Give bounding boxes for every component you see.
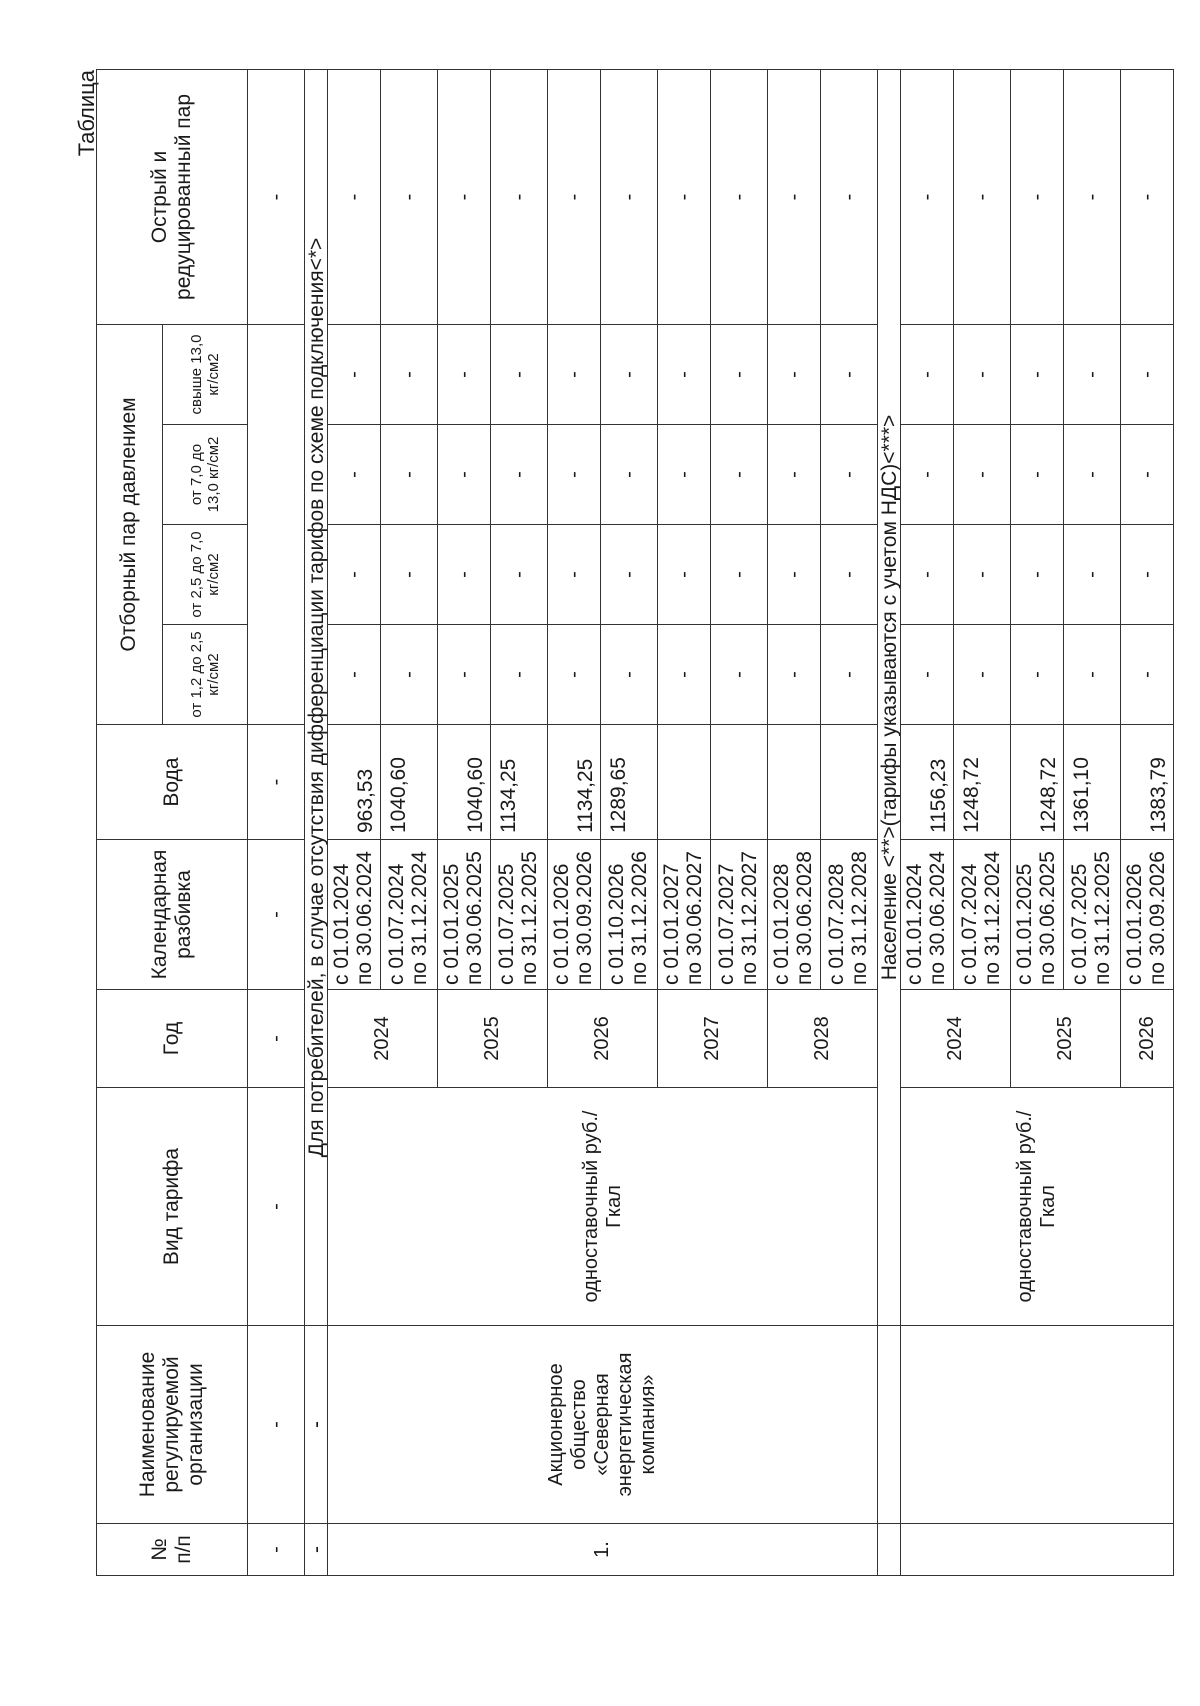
period-cell: [1064, 840, 1121, 990]
dash-cell: -: [711, 69, 768, 324]
year-cell: 2024: [901, 990, 1011, 1088]
dash-row: [248, 69, 305, 1575]
period-to: по 30.09.2026: [573, 851, 596, 985]
dash-cell: -: [601, 525, 658, 625]
dash-cell: -: [248, 840, 305, 990]
dash-cell: -: [491, 69, 548, 324]
dash-cell: -: [768, 69, 821, 324]
water-value: 1156,23: [901, 725, 954, 840]
header-pressure-4: свыше 13,0 кг/см2: [163, 324, 248, 424]
dash-cell: -: [658, 324, 711, 424]
period-from: с 01.01.2026: [1123, 863, 1147, 985]
dash-cell: -: [548, 324, 601, 424]
period-from: с 01.10.2026: [605, 863, 629, 985]
dash-cell: -: [438, 69, 491, 324]
tariff-kind: одноставочный руб./Гкал: [328, 1088, 878, 1326]
section-row: [878, 69, 901, 1575]
dash-cell: -: [954, 425, 1011, 525]
water-value: 1134,25: [548, 725, 601, 840]
period-to: по 30.06.2025: [1036, 851, 1059, 985]
year-cell: 2028: [768, 990, 878, 1088]
dash-cell: -: [768, 425, 821, 525]
org-name: [901, 1326, 1174, 1524]
dash-cell: -: [491, 525, 548, 625]
dash-cell: -: [658, 425, 711, 525]
water-value: [821, 725, 878, 840]
dash-cell: -: [601, 69, 658, 324]
water-value: 1134,25: [491, 725, 548, 840]
period-from: с 01.07.2024: [958, 863, 982, 985]
dash-cell: -: [548, 525, 601, 625]
period-cell: [711, 840, 768, 990]
dash-cell: -: [248, 1326, 305, 1524]
period-from: с 01.07.2027: [715, 863, 739, 985]
dash-cell: -: [381, 625, 438, 725]
tariff-kind: одноставочный руб./Гкал: [901, 1088, 1174, 1326]
year-cell: 2025: [1011, 990, 1121, 1088]
dash-cell: -: [1011, 69, 1064, 324]
dash-cell: [248, 324, 305, 724]
period-cell: [821, 840, 878, 990]
period-cell: [901, 840, 954, 990]
dash-cell: -: [548, 425, 601, 525]
dash-cell: -: [601, 625, 658, 725]
dash-cell: -: [491, 324, 548, 424]
period-cell: [954, 840, 1011, 990]
period-cell: [491, 840, 548, 990]
period-from: с 01.01.2028: [770, 863, 794, 985]
period-cell: [381, 840, 438, 990]
section-title: Для потребителей, в случае отсутствия дифференциации тарифов по схеме подключения<*>: [305, 69, 328, 1325]
dash-cell: -: [1121, 525, 1174, 625]
dash-cell: -: [658, 625, 711, 725]
period-cell: [548, 840, 601, 990]
dash-cell: -: [248, 725, 305, 840]
year-cell: 2024: [328, 990, 438, 1088]
dash-cell: -: [328, 324, 381, 424]
dash-cell: -: [954, 525, 1011, 625]
section-title: Население <**>(тарифы указываются с учетом НДС)<***>: [878, 69, 901, 1325]
water-value: 1040,60: [381, 725, 438, 840]
period-to: по 30.06.2024: [926, 851, 949, 985]
period-cell: [1011, 840, 1064, 990]
period-cell: [658, 840, 711, 990]
section-row: [305, 69, 328, 1575]
dash-cell: -: [438, 425, 491, 525]
period-to: по 30.06.2028: [793, 851, 816, 985]
header-year: Год: [97, 990, 248, 1088]
water-value: [768, 725, 821, 840]
period-to: по 31.12.2028: [848, 851, 871, 985]
dash-cell: -: [711, 525, 768, 625]
dash-cell: -: [328, 425, 381, 525]
dash-cell: -: [901, 324, 954, 424]
dash-cell: -: [1011, 324, 1064, 424]
period-from: с 01.01.2025: [1013, 863, 1037, 985]
header-pressure-1: от 1,2 до 2,5 кг/см2: [163, 625, 248, 725]
dash-cell: -: [901, 525, 954, 625]
dash-cell: -: [1064, 625, 1121, 725]
dash-cell: -: [658, 69, 711, 324]
dash-cell: -: [821, 625, 878, 725]
water-value: 1361,10: [1064, 725, 1121, 840]
period-from: с 01.07.2024: [385, 863, 409, 985]
water-value: 1248,72: [1011, 725, 1064, 840]
dash-cell: -: [821, 525, 878, 625]
dash-cell: -: [1121, 625, 1174, 725]
header-num: № п/п: [97, 1524, 248, 1576]
header-pressure-2: от 2,5 до 7,0 кг/см2: [163, 525, 248, 625]
dash-cell: -: [381, 324, 438, 424]
dash-cell: -: [1011, 425, 1064, 525]
dash-cell: -: [381, 69, 438, 324]
period-to: по 30.06.2024: [353, 851, 376, 985]
header-live-steam: Острый и редуцированный пар: [97, 69, 248, 324]
period-to: по 31.12.2024: [981, 851, 1004, 985]
period-to: по 31.12.2025: [1091, 851, 1114, 985]
dash-cell: -: [954, 324, 1011, 424]
dash-cell: -: [381, 525, 438, 625]
period-to: по 30.06.2025: [463, 851, 486, 985]
year-cell: 2025: [438, 990, 548, 1088]
dash-cell: -: [711, 425, 768, 525]
dash-cell: -: [1064, 425, 1121, 525]
dash-cell: -: [305, 1326, 328, 1524]
dash-cell: -: [548, 625, 601, 725]
water-value: 963,53: [328, 725, 381, 840]
period-from: с 01.01.2024: [330, 863, 354, 985]
dash-cell: -: [491, 625, 548, 725]
table-caption: Таблица: [74, 70, 99, 157]
period-to: по 31.12.2027: [738, 851, 761, 985]
header-tariff-type: Вид тарифа: [97, 1088, 248, 1326]
dash-cell: -: [328, 69, 381, 324]
dash-cell: -: [1121, 425, 1174, 525]
dash-cell: -: [901, 69, 954, 324]
period-from: с 01.07.2028: [825, 863, 849, 985]
water-value: 1289,65: [601, 725, 658, 840]
dash-cell: -: [658, 525, 711, 625]
dash-cell: -: [1121, 69, 1174, 324]
year-cell: 2026: [1121, 990, 1174, 1088]
dash-cell: -: [491, 425, 548, 525]
year-cell: 2026: [548, 990, 658, 1088]
period-to: по 31.12.2025: [518, 851, 541, 985]
period-to: по 31.12.2026: [628, 851, 651, 985]
org-number: 1.: [328, 1524, 878, 1576]
dash-cell: -: [1064, 324, 1121, 424]
dash-cell: -: [901, 625, 954, 725]
dash-cell: -: [601, 324, 658, 424]
dash-cell: -: [821, 425, 878, 525]
dash-cell: -: [248, 69, 305, 324]
period-from: с 01.01.2026: [550, 863, 574, 985]
dash-cell: -: [821, 324, 878, 424]
period-to: по 30.09.2026: [1146, 851, 1169, 985]
water-value: 1040,60: [438, 725, 491, 840]
dash-cell: -: [438, 525, 491, 625]
dash-cell: -: [1064, 525, 1121, 625]
dash-cell: -: [248, 990, 305, 1088]
dash-cell: -: [548, 69, 601, 324]
table-row: [328, 69, 381, 1575]
water-value: [658, 725, 711, 840]
tariff-table: [96, 69, 1174, 1576]
period-to: по 31.12.2024: [408, 851, 431, 985]
year-cell: 2027: [658, 990, 768, 1088]
dash-cell: -: [1011, 625, 1064, 725]
empty-cell: [878, 1524, 901, 1576]
org-number: [901, 1524, 1174, 1576]
header-calendar: Календарная разбивка: [97, 840, 248, 990]
dash-cell: -: [328, 625, 381, 725]
dash-cell: -: [768, 324, 821, 424]
header-water: Вода: [97, 725, 248, 840]
period-from: с 01.01.2025: [440, 863, 464, 985]
header-pressure-3: от 7,0 до 13,0 кг/см2: [163, 425, 248, 525]
org-name: Акционерное общество «Северная энергетическая компания»: [328, 1326, 878, 1524]
period-cell: [601, 840, 658, 990]
dash-cell: -: [248, 1088, 305, 1326]
dash-cell: -: [305, 1524, 328, 1576]
water-value: 1383,79: [1121, 725, 1174, 840]
dash-cell: -: [1121, 324, 1174, 424]
period-from: с 01.07.2025: [1068, 863, 1092, 985]
period-from: с 01.01.2024: [903, 863, 927, 985]
empty-cell: [878, 1326, 901, 1524]
dash-cell: -: [381, 425, 438, 525]
dash-cell: -: [711, 625, 768, 725]
dash-cell: -: [438, 625, 491, 725]
dash-cell: -: [711, 324, 768, 424]
period-cell: [768, 840, 821, 990]
header-steam-group: Отборный пар давлением: [97, 324, 163, 724]
dash-cell: -: [954, 625, 1011, 725]
dash-cell: -: [768, 625, 821, 725]
dash-cell: -: [901, 425, 954, 525]
dash-cell: -: [601, 425, 658, 525]
dash-cell: -: [248, 1524, 305, 1576]
period-from: с 01.01.2027: [660, 863, 684, 985]
period-from: с 01.07.2025: [495, 863, 519, 985]
dash-cell: -: [438, 324, 491, 424]
dash-cell: -: [1011, 525, 1064, 625]
header-org: Наименование регулируемой организации: [97, 1326, 248, 1524]
dash-cell: -: [821, 69, 878, 324]
dash-cell: -: [328, 525, 381, 625]
period-cell: [1121, 840, 1174, 990]
dash-cell: -: [954, 69, 1011, 324]
period-cell: [438, 840, 491, 990]
period-to: по 30.06.2027: [683, 851, 706, 985]
table-row: [901, 69, 954, 1575]
water-value: [711, 725, 768, 840]
dash-cell: -: [1064, 69, 1121, 324]
water-value: 1248,72: [954, 725, 1011, 840]
dash-cell: -: [768, 525, 821, 625]
period-cell: [328, 840, 381, 990]
